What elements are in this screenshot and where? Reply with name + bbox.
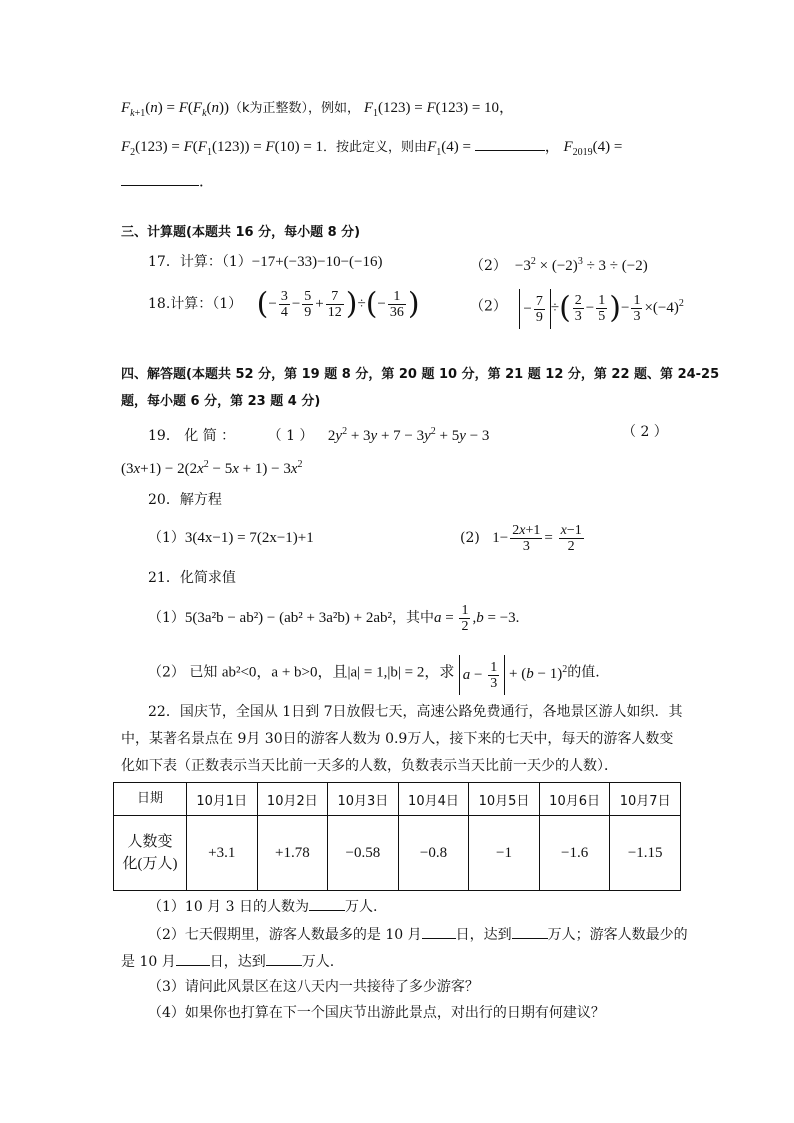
definition-line-3: ．	[121, 170, 214, 192]
section-4-heading-2: 题，每小题 6 分，第 23 题 4 分)	[121, 394, 321, 409]
answer-blank-f2019[interactable]	[121, 170, 199, 186]
q22-para-1: 22．国庆节，全国从 1日到 7日放假七天，高速公路免费通行，各地景区游人如织．其	[148, 704, 683, 720]
q20-part1: （1）3(4x−1) = 7(2x−1)+1	[148, 530, 314, 546]
q22-sub4: （4）如果你也打算在下一个国庆节出游此景点，对出行的日期有何建议？	[148, 1005, 605, 1021]
table-cell: −1	[469, 816, 540, 891]
answer-blank[interactable]	[512, 923, 548, 939]
answer-blank[interactable]	[422, 923, 456, 939]
q22-para-3: 化如下表（正数表示当天比前一天多的人数，负数表示当天比前一天少的人数）．	[121, 758, 618, 774]
table-date: 10月5日	[469, 783, 540, 816]
q20-label: 20．解方程	[148, 492, 222, 508]
q21-part2: （2） 已知 ab²<0，a + b>0，且|a| = 1,|b| = 2，求 a − $\frac{1}{3}$ + $(b - 1)^2$的值.	[148, 650, 600, 695]
table-date: 10月1日	[187, 783, 258, 816]
q19-line: 19． 化 简 ： （ 1 ） $2y^2 + 3y + 7 - 3y^2 + 5y - 3$	[148, 426, 490, 444]
table-cell: −1.6	[539, 816, 610, 891]
q18-part2: （2） − $\frac{7}{9}$ ÷( $\frac{2}{3}$ − $\frac{1}{5}$ )− $\frac{1}{3}$ $\times(-4)^2$	[470, 284, 684, 329]
table-cell: +1.78	[257, 816, 328, 891]
visitor-change-table	[113, 782, 681, 891]
q22-sub3: （3）请问此风景区在这八天内一共接待了多少游客？	[148, 979, 479, 995]
table-cell: +3.1	[187, 816, 258, 891]
section-3-heading: 三、计算题(本题共 16 分，每小题 8 分)	[121, 225, 361, 240]
q17-part2: $(2) -3^2 \times (-2)^3 \div 3 \div (-2)$	[470, 256, 648, 274]
definition-line-1: $F_{k+1}(n) = F(F_k(n))(k$为正整数），例如， $F_1(123) = F(123) = 10$，	[121, 100, 515, 119]
q22-sub2-cont: 是 10 月 日，达到 万人.	[121, 950, 334, 972]
table-header-label: 日期	[114, 783, 187, 816]
answer-blank-f1[interactable]	[475, 135, 545, 151]
q18-line: 18.计算：（1） (− $\frac{3}{4}$ − $\frac{5}{9}$ + $\frac{7}{12}$ )÷(− $\frac{1}{36}$ )	[148, 286, 420, 322]
answer-blank[interactable]	[309, 895, 345, 911]
q19-part2-label: （ 2 ）	[622, 424, 668, 440]
table-row-label: 人数变 化(万人)	[114, 816, 187, 891]
table-cell: −0.58	[328, 816, 399, 891]
section-4-heading-1: 四、解答题(本题共 52 分，第 19 题 8 分，第 20 题 10 分，第 21 题 12 分，第 22 题、第 24-25	[121, 367, 720, 382]
answer-blank[interactable]	[266, 950, 302, 966]
q21-part1: （1）5(3a²b − ab²) − (ab² + 3a²b) + 2ab²，其中a = $\frac{1}{2}$ ,b = −3.	[148, 603, 520, 635]
q20-part2: (2) 1− $\frac{2x+1}{3}$ = $\frac{x-1}{2}$	[460, 523, 582, 555]
table-cell: −1.15	[610, 816, 681, 891]
q21-label: 21．化简求值	[148, 570, 236, 586]
q17-line: 17．计算：（1）−17+(−33)−10−(−16)	[148, 254, 383, 270]
table-cell: −0.8	[398, 816, 469, 891]
definition-line-2: $F_2(123) = F(F_1(123)) = F(10) = 1$．按此定义，则由$F_1(4)$ = ， $F_{2019}(4)$ =	[121, 135, 622, 163]
q19-part2: $(3x+1) - 2(2x^2 - 5x + 1) - 3x^2$	[121, 459, 303, 477]
table-value-row	[114, 816, 681, 891]
q22-sub2: （2）七天假期里，游客人数最多的是 10 月 日，达到 万人；游客人数最少的	[148, 923, 688, 945]
q22-para-2: 中，某著名景点在 9月 30日的游客人数为 0.9万人，接下来的七天中，每天的游客人数变	[121, 731, 674, 747]
table-header-row	[114, 783, 681, 816]
answer-blank[interactable]	[176, 950, 210, 966]
table-date: 10月2日	[257, 783, 328, 816]
table-date: 10月6日	[539, 783, 610, 816]
q22-sub1: （1）10 月 3 日的人数为 万人.	[148, 895, 377, 917]
table-date: 10月4日	[398, 783, 469, 816]
table-date: 10月7日	[610, 783, 681, 816]
table-date: 10月3日	[328, 783, 399, 816]
